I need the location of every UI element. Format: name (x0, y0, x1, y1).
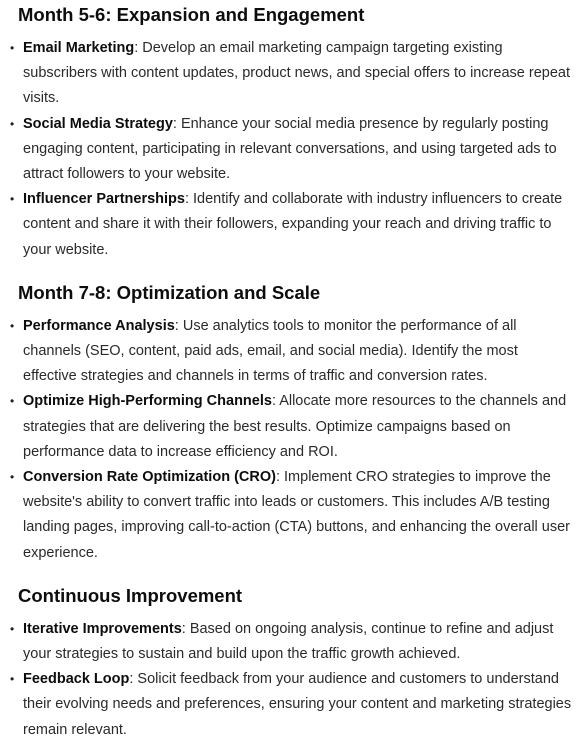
bullet-list (10, 314, 573, 566)
list-item (10, 314, 573, 390)
list-item (10, 112, 573, 188)
item-title: Social Media Strategy (23, 115, 173, 132)
bullet-icon: • (10, 621, 15, 636)
item-title: Performance Analysis (23, 317, 175, 334)
list-item (10, 465, 573, 566)
item-title: Optimize High-Performing Channels (23, 393, 272, 410)
section-heading: Month 7-8: Optimization and Scale (18, 281, 321, 303)
section-heading: Continuous Improvement (18, 584, 243, 606)
item-text: : Use analytics tools to monitor the performance of all channels (SEO, content, paid ads, email, and social media). Identify the most effective strategies and channels in terms of traffic and conversion rates. (23, 317, 518, 385)
item-text: : Based on ongoing analysis, continue to refine and adjust your strategies to sustain and build upon the traffic growth achieved. (23, 620, 554, 663)
section-continuous-improvement (10, 584, 573, 743)
list-item (10, 389, 573, 465)
item-title: Feedback Loop (23, 671, 130, 688)
bullet-icon: • (10, 672, 15, 687)
section-heading: Month 5-6: Expansion and Engagement (18, 4, 365, 25)
list-item (10, 187, 573, 263)
item-title: Email Marketing (23, 40, 135, 56)
item-text: : Identify and collaborate with industry influencers to create content and share it with their followers, expanding your reach and driving traffic to your website. (23, 191, 563, 258)
item-text: : Develop an email marketing campaign targeting existing subscribers with content updates, product news, and special offers to increase repeat visits. (23, 40, 571, 107)
list-item (10, 617, 573, 667)
item-title: Iterative Improvements (23, 620, 182, 637)
bullet-list (10, 617, 573, 743)
item-title: Conversion Rate Optimization (CRO) (23, 469, 276, 486)
item-text: : Enhance your social media presence by regularly posting engaging content, participating in relevant conversations, and using targeted ads to attract followers to your website. (23, 115, 557, 183)
list-item (10, 667, 573, 743)
item-text: : Implement CRO strategies to improve the website's ability to convert traffic into leads or customers. This includes A/B testing landing pages, improving call-to-action (CTA) buttons, and enhancing the overall user experience. (23, 469, 571, 561)
bullet-icon: • (10, 470, 15, 485)
item-text: : Allocate more resources to the channels and strategies that are delivering the best results. Optimize campaigns based on performance data to increase efficiency and ROI. (23, 393, 567, 460)
bullet-icon: • (10, 394, 15, 409)
bullet-icon: • (10, 192, 15, 207)
section-optimization-scale (10, 281, 573, 566)
bullet-icon: • (10, 318, 15, 333)
bullet-icon: • (10, 116, 15, 131)
bullet-icon: • (10, 41, 15, 55)
item-text: : Solicit feedback from your audience and customers to understand their evolving needs and preferences, ensuring your content and marketing strategies remain relevant. (23, 671, 572, 738)
section-expansion-engagement (10, 0, 573, 263)
list-item (10, 36, 573, 112)
item-title: Influencer Partnerships (23, 191, 185, 208)
bullet-list (10, 36, 573, 263)
